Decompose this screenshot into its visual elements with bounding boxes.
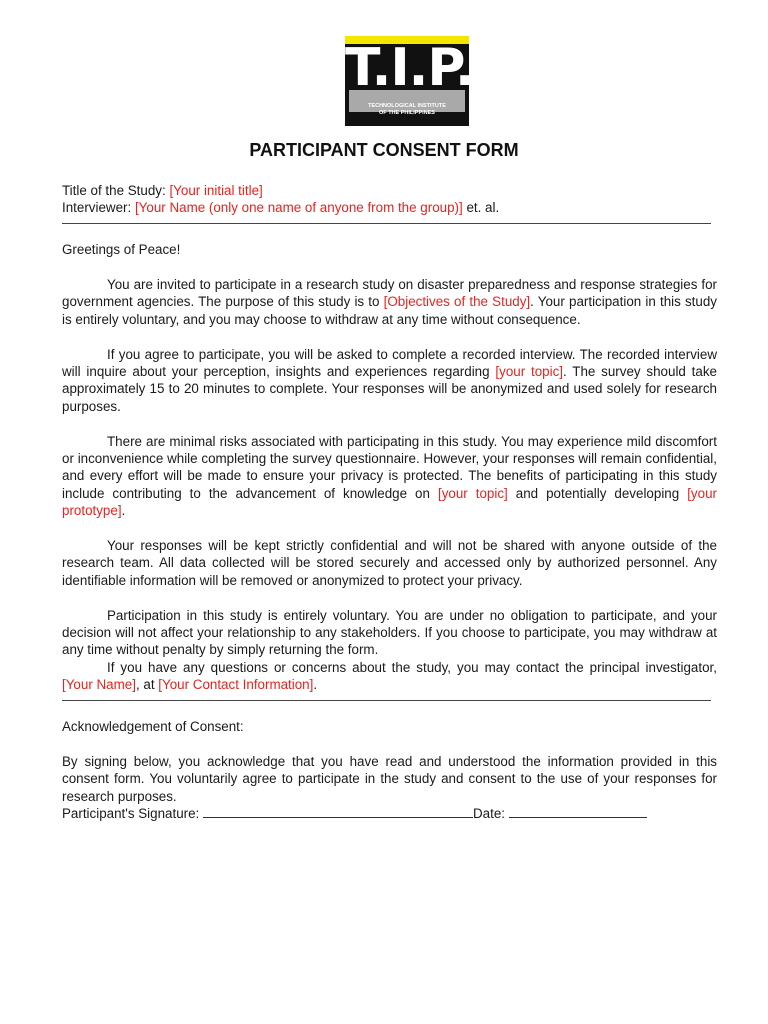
paragraph-confidentiality: Your responses will be kept strictly confidential and will not be shared with anyone outside of the research team. All data collected will be stored securely and accessed only by authorized personnel. Any identifiable information will be removed or anonymized to protect your privacy. — [62, 538, 717, 588]
form-body — [62, 182, 717, 823]
p6-name: [Your Name] — [62, 677, 136, 693]
signature-label: Participant's Signature: — [62, 806, 200, 822]
page-title: PARTICIPANT CONSENT FORM — [249, 140, 519, 160]
p1-text-a: You are invited to participate in a research study on disaster preparedness and response strategies for government agencies. The purpose of this study is to — [62, 277, 717, 310]
p6-text-b: , at — [135, 677, 155, 693]
study-title-value: [Your initial title] — [169, 183, 263, 198]
tip-logo — [345, 36, 474, 126]
p3-text-b: and potentially developing — [515, 485, 680, 501]
logo-institute-name — [355, 103, 459, 117]
signature-line — [62, 805, 717, 822]
p2-text-a: If you agree to participate, you will be asked to complete a recorded interview. The recorded interview will inquire about your perception, insights and experiences regarding — [62, 346, 717, 380]
signature-field[interactable] — [203, 805, 473, 818]
logo-letters: T.I.P. — [345, 38, 474, 98]
p2-topic: [your topic] — [495, 364, 563, 380]
interviewer-label: Interviewer: — [62, 200, 132, 216]
p1-text-b: . Your participation in this study is entirely voluntary, and you may choose to withdraw at any time without consequence. — [62, 294, 717, 327]
date-label: Date: — [473, 806, 506, 822]
date-field[interactable] — [509, 805, 647, 818]
p6-contact: [Your Contact Information] — [158, 677, 314, 693]
logo-institute-line2: OF THE PHILIPPINES — [379, 110, 435, 116]
study-title-line — [62, 182, 717, 199]
p2-text-b: . The survey should take approximately 15 to 20 minutes to complete. Your responses will be anonymized and used solely for research purposes. — [62, 364, 717, 414]
interviewer-value: [Your Name (only one name of anyone from the group)] — [134, 200, 463, 216]
p3-prototype: [your prototype] — [62, 485, 717, 519]
paragraph-contact — [62, 659, 717, 694]
interviewer-suffix: et. al. — [466, 200, 500, 216]
p3-text-a: There are minimal risks associated with participating in this study. You may experience mild discomfort or inconvenience while completing the survey questionnaire. However, your responses will remain confidential, and every effort will be made to ensure your privacy is protected. The benefits of participating in this study include contributing to the advancement of knowledge on — [62, 433, 717, 501]
divider-top — [62, 223, 711, 224]
paragraph-procedure — [62, 346, 717, 416]
study-title-label: Title of the Study: — [62, 183, 166, 198]
acknowledgement-text: By signing below, you acknowledge that you have read and understood the information provided in this consent form. You voluntarily agree to participate in the study and consent to the use of your responses for research purposes. — [62, 753, 717, 804]
acknowledgement-heading: Acknowledgement of Consent: — [62, 719, 244, 735]
paragraph-voluntary: Participation in this study is entirely voluntary. You are under no obligation to participate, and your decision will not affect your relationship to any stakeholders. If you choose to participate, you may withdraw at any time without penalty by simply returning the form. — [62, 607, 717, 658]
paragraph-invitation — [62, 276, 717, 328]
paragraph-risks-benefits — [62, 433, 717, 520]
logo-institute-line1: TECHNOLOGICAL INSTITUTE — [368, 103, 446, 109]
p1-objectives: [Objectives of the Study] — [383, 294, 531, 310]
p3-text-c: . — [121, 503, 126, 519]
p3-topic: [your topic] — [437, 485, 508, 501]
p6-text-c: . — [313, 677, 318, 693]
greeting: Greetings of Peace! — [62, 242, 181, 258]
p6-text-a: If you have any questions or concerns about the study, you may contact the principal investigator, — [107, 659, 717, 675]
divider-bottom — [62, 700, 711, 701]
interviewer-line — [62, 199, 717, 216]
